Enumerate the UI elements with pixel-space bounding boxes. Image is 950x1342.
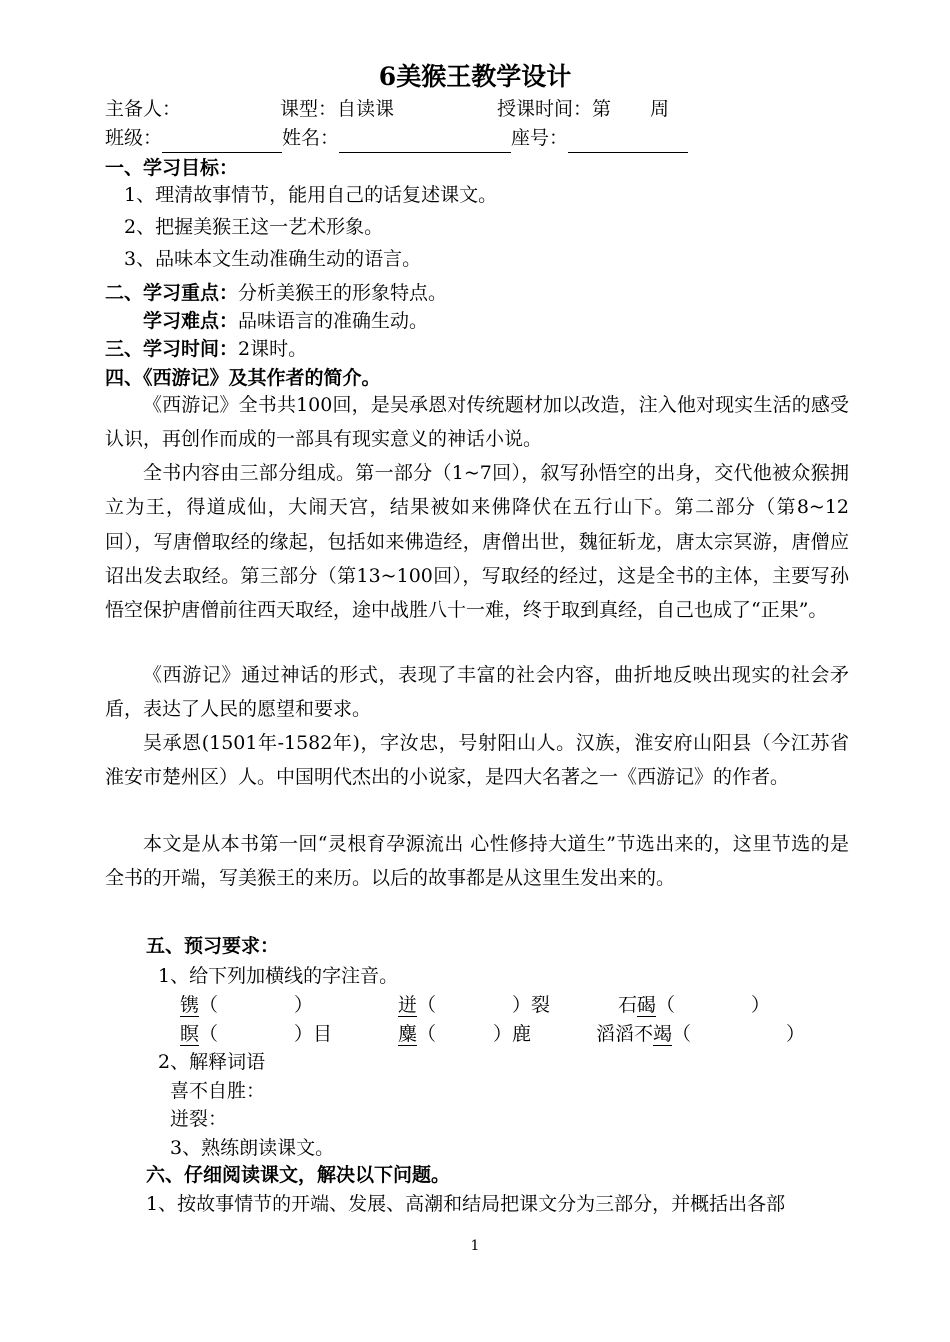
structure-paragraph: 全书内容由三部分组成。第一部分（1~7回），叙写孙悟空的出身，交代他被众猴拥立为王，得道成仙，大闹天宫，结果被如来佛降伏在五行山下。第二部分（第8~12回），写唐僧取经的缘起，包括如来佛造经，唐僧出世，魏征斩龙，唐太宗冥游，唐僧应诏出发去取经。第三部分（第13~100回），写取经的经过，这是全书的主体，主要写孙悟空保护唐僧前往西天取经，途中战胜八十一难，终于取到真经，自己也成了“正果”。 [105, 462, 849, 622]
word-prefix: 滔滔不 [596, 1023, 654, 1045]
author-paragraph: 吴承恩(1501年-1582年)，字汝忠，号射阳山人。汉族，淮安府山阳县（今江苏省淮安市楚州区）人。中国明代杰出的小说家，是四大名著之一《西游记》的作者。 [105, 732, 849, 789]
pinyin-word-5 [398, 1019, 531, 1049]
excerpt-paragraph: 本文是从本书第一回“灵根育孕源流出 心性修持大道生”节选出来的，这里节选的是全书的开端，写美猴王的来历。以后的故事都是从这里生发出来的。 [105, 833, 849, 890]
underlined-char: 竭 [653, 1023, 673, 1045]
word-suffix: 鹿 [512, 1023, 532, 1045]
name-label: 姓名： [282, 127, 340, 149]
reading-heading: 六、仔细阅读课文，解决以下问题。 [146, 1164, 451, 1186]
week-label: 周 [650, 98, 670, 120]
underlined-char: 迸 [398, 994, 418, 1016]
pinyin-blank[interactable]: （ ） [199, 1023, 314, 1045]
goal-item: 2、把握美猴王这一艺术形象。 [124, 216, 384, 238]
pinyin-blank[interactable]: （ ） [417, 994, 532, 1016]
page-title: 6美猴王教学设计 [378, 62, 572, 91]
underlined-char: 碣 [637, 994, 657, 1016]
class-blank[interactable] [162, 130, 282, 153]
preview-heading: 五、预习要求： [146, 935, 280, 957]
preview-item-1: 1、给下列加横线的字注音。 [158, 965, 399, 987]
class-label: 班级： [105, 127, 163, 149]
term-1: 喜不自胜： [170, 1080, 266, 1102]
goal-item: 3、品味本文生动准确生动的语言。 [124, 248, 422, 270]
lesson-type: 课型：自读课 [280, 98, 395, 120]
seat-label: 座号： [511, 127, 569, 149]
name-blank[interactable] [339, 130, 511, 153]
page-number: 1 [470, 1238, 480, 1254]
lesson-time-label: 授课时间：第 [497, 98, 612, 120]
theme-paragraph: 《西游记》通过神话的形式，表现了丰富的社会内容，曲折地反映出现实的社会矛盾，表达了人民的愿望和要求。 [105, 664, 849, 721]
pinyin-blank[interactable]: （ ） [672, 1023, 806, 1045]
goal-item: 1、理清故事情节，能用自己的话复述课文。 [124, 184, 498, 206]
reading-item-1: 1、按故事情节的开端、发展、高潮和结局把课文分为三部分，并概括出各部 [146, 1193, 786, 1215]
underlined-char: 麋 [398, 1023, 418, 1045]
word-suffix: 目 [313, 1023, 333, 1045]
key-point [105, 278, 447, 308]
underlined-char: 镌 [180, 994, 200, 1016]
study-time [105, 334, 307, 364]
pinyin-blank[interactable]: （ ） [199, 994, 314, 1016]
preparer-label: 主备人： [105, 98, 182, 120]
word-suffix: 裂 [531, 994, 551, 1016]
pinyin-blank[interactable]: （ ） [417, 1023, 513, 1045]
class-field[interactable] [105, 123, 688, 153]
word-prefix: 石 [618, 994, 638, 1016]
goals-heading: 一、学习目标： [105, 157, 239, 179]
pinyin-word-3 [618, 990, 770, 1020]
difficulty-label: 学习难点： [143, 310, 239, 332]
difficulty-point [143, 306, 428, 336]
pinyin-word-4 [180, 1019, 332, 1049]
preview-item-3: 3、熟练朗读课文。 [170, 1137, 335, 1159]
underlined-char: 瞑 [180, 1023, 200, 1045]
pinyin-blank[interactable]: （ ） [656, 994, 771, 1016]
study-time-text: 2课时。 [238, 338, 308, 360]
pinyin-word-2 [398, 990, 550, 1020]
key-label: 二、学习重点： [105, 282, 239, 304]
pinyin-word-1 [180, 990, 313, 1020]
term-2: 迸裂： [170, 1108, 228, 1130]
intro-heading: 四、《西游记》及其作者的简介。 [105, 367, 381, 389]
study-time-label: 三、学习时间： [105, 338, 239, 360]
difficulty-text: 品味语言的准确生动。 [238, 310, 429, 332]
intro-paragraph: 《西游记》全书共100回，是吴承恩对传统题材加以改造，注入他对现实生活的感受认识，再创作而成的一部具有现实意义的神话小说。 [105, 394, 849, 451]
preview-item-2: 2、解释词语 [158, 1051, 266, 1073]
seat-blank[interactable] [568, 130, 688, 153]
key-text: 分析美猴王的形象特点。 [238, 282, 448, 304]
pinyin-word-6 [596, 1019, 805, 1049]
